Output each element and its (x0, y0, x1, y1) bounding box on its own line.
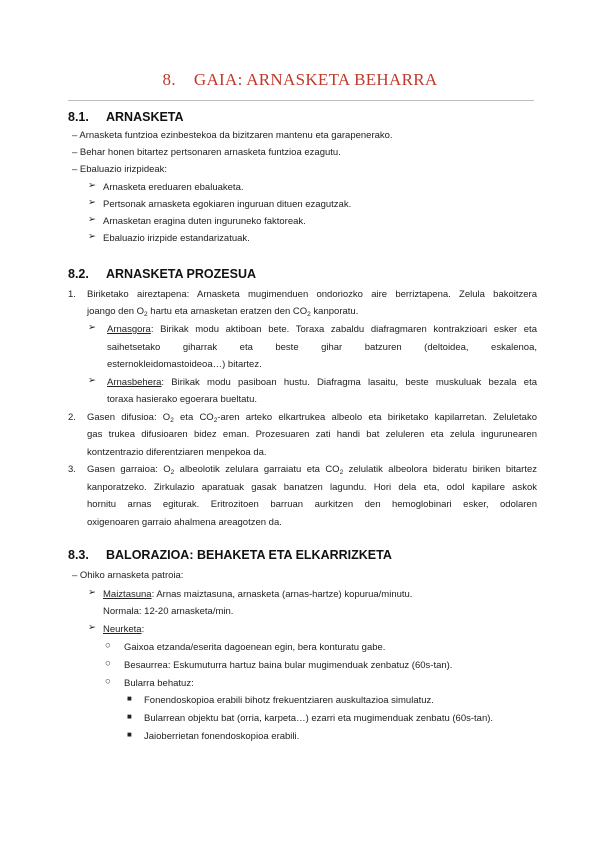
square-bullet-icon: ■ (127, 730, 132, 739)
list-number: 2. (68, 412, 76, 423)
section-title: ARNASKETA (106, 110, 184, 124)
arrow-bullet-icon: ➢ (88, 231, 96, 242)
paragraph-line: Biriketako aireztapena: Arnasketa mugimenduen ondoriozko aire berriztapena. Zelula bakoitzera (87, 289, 537, 300)
square-bullet-icon: ■ (127, 712, 132, 721)
list-item: Bularra behatuz: (124, 678, 194, 689)
list-item: Maiztasuna: Arnas maiztasuna, arnasketa (arnas-hartze) kopurua/minutu. (103, 589, 413, 600)
term-neurketa: Neurketa (103, 624, 142, 635)
list-item: Arnasketa ereduaren ebaluaketa. (103, 182, 244, 193)
term-maiztasuna: Maiztasuna (103, 589, 152, 600)
section-number: 8.1. (68, 110, 89, 124)
circle-bullet-icon: ○ (105, 640, 111, 651)
paragraph-line: hornitu arnas egiturak. Eritrozitoen barruan aurkitzen den hemoglobinari esker, odolaren (87, 499, 537, 510)
paragraph-line: Gasen garraioa: $O_2$ albeolotik zelulara garraiatu eta $CO_2$ zelulatik albeolora bideratu biriken bitartez (87, 464, 538, 476)
section-heading-8-2 (68, 267, 256, 281)
paragraph-line: Gasen difusioa: $O_2$ eta $CO_2$-aren arteko elkartrukea albeolo eta biriketako kapilarretan. Zeluletako (87, 412, 537, 424)
paragraph-line: esternokleidomastoideoa…) bitartez. (107, 359, 262, 370)
paragraph-line: gas trukea difusioaren bidez eman. Prozesuaren zati handi bat zeluleren eta zelula ingurunearen (87, 429, 537, 440)
paragraph-line: kanporatzeko. Zirkulazio aparatuak gasak banatzen lagundu. Hori dela eta, odol kapilare askok (87, 482, 537, 493)
chapter-title: GAIA: ARNASKETA BEHARRA (193, 70, 438, 89)
section-number: 8.3. (68, 548, 89, 562)
chapter-number: 8. (162, 70, 176, 89)
term-arnasbehera: Arnasbehera (107, 377, 162, 388)
list-item: Arnasketan eragina duten inguruneko faktoreak. (103, 216, 306, 227)
term-arnasgora: Arnasgora (107, 324, 151, 335)
title-divider (68, 100, 534, 101)
arrow-bullet-icon: ➢ (88, 180, 96, 191)
arrow-bullet-icon: ➢ (88, 197, 96, 208)
paragraph-line: joango den $O_2$ hartu eta arnasketan eratzen den $CO_2$ kanporatu. (87, 306, 359, 318)
list-item: Neurketa: (103, 624, 145, 635)
list-item: Pertsonak arnasketa egokiaren inguruan dituen ezagutzak. (103, 199, 352, 210)
section-title: ARNASKETA PROZESUA (106, 267, 257, 281)
paragraph-line: saihetsetako giharrak eta beste gihar batzuren (deltoidea, eskalenoa, (107, 342, 537, 353)
section-heading-8-1 (68, 110, 184, 124)
list-item: Ebaluazio irizpide estandarizatuak. (103, 233, 250, 244)
paragraph-line: kontzentrazio diferentziaren menpekoa da. (87, 447, 267, 458)
paragraph-line: – Ohiko arnasketa patroia: (72, 570, 184, 581)
list-number: 3. (68, 464, 76, 475)
paragraph-line: Normala: 12-20 arnasketa/min. (103, 606, 234, 617)
page-title (0, 70, 600, 90)
arrow-bullet-icon: ➢ (88, 587, 96, 598)
section-number: 8.2. (68, 267, 89, 281)
arrow-bullet-icon: ➢ (88, 375, 96, 386)
list-item: Bularrean objektu bat (orria, karpeta…) ezarri eta mugimenduak zenbatu (60s-tan). (144, 713, 494, 724)
square-bullet-icon: ■ (127, 694, 132, 703)
list-item: Jaioberrietan fonendoskopioa erabili. (144, 731, 300, 742)
section-title: BALORAZIOA: BEHAKETA ETA ELKARRIZKETA (106, 548, 392, 562)
paragraph-line: – Behar honen bitartez pertsonaren arnasketa funtzioa ezagutu. (72, 147, 341, 158)
paragraph-line: oxigenoaren garraio ahalmena areagotzen da. (87, 517, 282, 528)
list-item: Fonendoskopioa erabili bihotz frekuentziaren auskultazioa simulatuz. (144, 695, 434, 706)
paragraph-line: toraxa hasierako egoerara bueltatu. (107, 394, 257, 405)
arrow-bullet-icon: ➢ (88, 622, 96, 633)
list-number: 1. (68, 289, 76, 300)
arrow-bullet-icon: ➢ (88, 214, 96, 225)
paragraph-line: Arnasgora: Birikak modu aktiboan bete. Toraxa zabaldu diafragmaren kontrakzioari esker eta (107, 324, 537, 335)
list-item: Besaurrea: Eskumuturra hartuz baina bular mugimenduak zenbatuz (60s-tan). (124, 660, 453, 671)
paragraph-line: – Arnasketa funtzioa ezinbestekoa da bizitzaren mantenu eta garapenerako. (72, 130, 393, 141)
paragraph-line: Arnasbehera: Birikak modu pasiboan hustu. Diafragma lasaitu, beste muskuluak bezala eta (107, 377, 537, 388)
paragraph-line: – Ebaluazio irizpideak: (72, 164, 168, 175)
arrow-bullet-icon: ➢ (88, 322, 96, 333)
circle-bullet-icon: ○ (105, 658, 111, 669)
list-item: Gaixoa etzanda/eserita dagoenean egin, bera konturatu gabe. (124, 642, 386, 653)
circle-bullet-icon: ○ (105, 676, 111, 687)
section-heading-8-3 (68, 548, 392, 562)
